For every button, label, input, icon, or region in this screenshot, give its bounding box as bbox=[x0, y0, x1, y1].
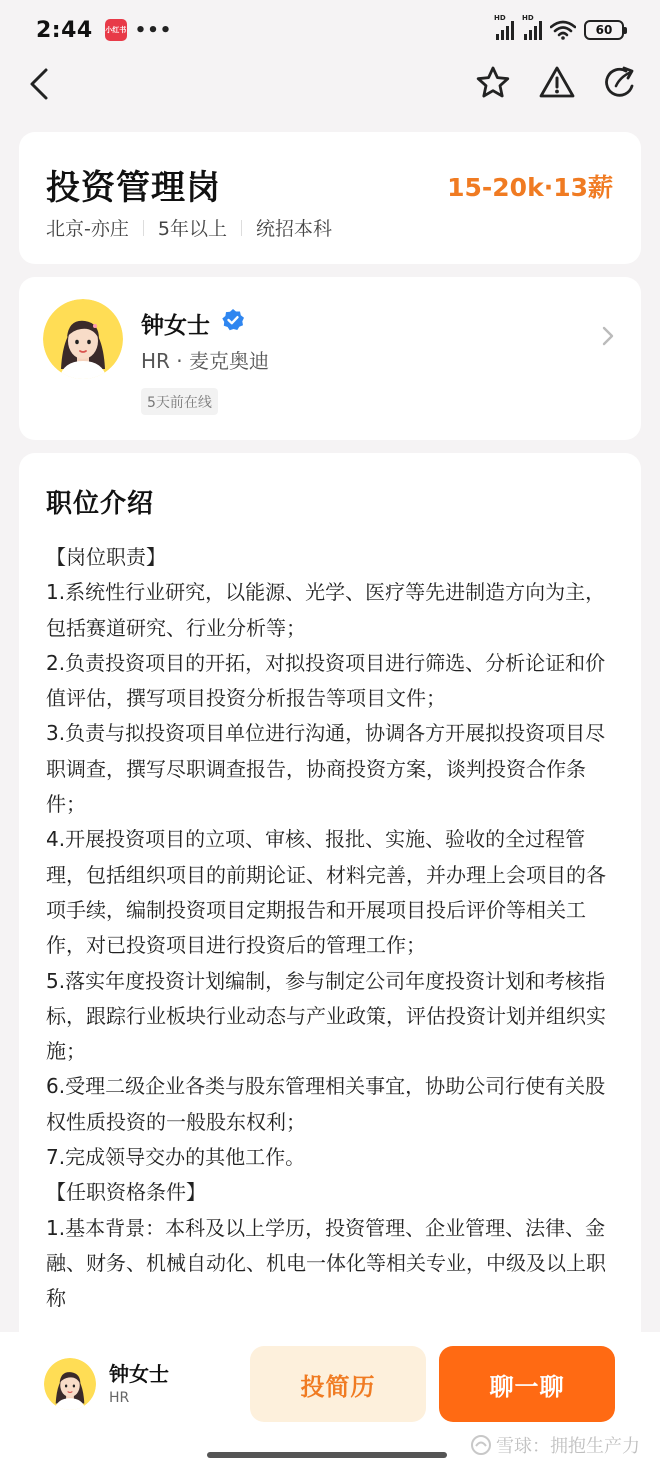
job-description-text bbox=[46, 540, 616, 1317]
nav-bar bbox=[0, 60, 660, 108]
more-notifications-icon: ••• bbox=[134, 19, 173, 41]
hr-card[interactable] bbox=[19, 277, 641, 440]
submit-resume-button[interactable]: 投简历 bbox=[250, 1346, 426, 1422]
hr-name: 钟女士 bbox=[141, 313, 210, 339]
job-summary-card bbox=[19, 132, 641, 264]
warning-icon[interactable] bbox=[538, 64, 576, 102]
bottom-action-bar bbox=[0, 1332, 660, 1467]
avatar-illustration bbox=[43, 299, 123, 379]
job-tags bbox=[46, 214, 332, 241]
app-notification-icon: 小红书 bbox=[105, 19, 127, 41]
signal-icon-2 bbox=[522, 14, 542, 40]
description-line: 2.负责投资项目的开拓，对拟投资项目进行筛选、分析论证和价值评估，撰写项目投资分析报告等项目文件； bbox=[46, 650, 606, 711]
description-line: 6.受理二级企业各类与股东管理相关事宜，协助公司行使有关股权性质投资的一般股东权利； bbox=[46, 1074, 606, 1134]
job-experience: 5年以上 bbox=[157, 218, 227, 240]
description-line: 1.系统性行业研究，以能源、光学、医疗等先进制造方向为主，包括赛道研究、行业分析等； bbox=[46, 580, 606, 640]
description-line: 4.开展投资项目的立项、审核、报批、实施、验收的全过程管理，包括组织项目的前期论证、材料完善，并办理上会项目的各项手续，编制投资项目定期报告和开展项目投后评价等相关工作，对已投资项目进行投资后的管理工作； bbox=[46, 827, 606, 958]
status-time: 2:44 bbox=[36, 17, 93, 43]
description-line: 7.完成领导交办的其他工作。 bbox=[46, 1145, 306, 1170]
chevron-right-icon bbox=[601, 325, 615, 347]
section-title: 职位介绍 bbox=[46, 489, 155, 519]
chat-button[interactable]: 聊一聊 bbox=[439, 1346, 615, 1422]
verified-badge-icon bbox=[221, 308, 245, 332]
snowball-logo-icon bbox=[470, 1434, 492, 1456]
description-line: 【任职资格条件】 bbox=[46, 1180, 206, 1205]
status-bar bbox=[0, 0, 660, 60]
online-status-badge: 5天前在线 bbox=[141, 388, 218, 415]
description-line: 1.基本背景：本科及以上学历，投资管理、企业管理、法律、金融、财务、机械自动化、机电一体化等相关专业，中级及以上职称 bbox=[46, 1215, 606, 1311]
tag-divider bbox=[143, 220, 144, 236]
wifi-icon bbox=[550, 20, 576, 40]
description-line: 【岗位职责】 bbox=[46, 545, 166, 569]
signal-icon bbox=[494, 14, 514, 40]
star-icon[interactable] bbox=[474, 64, 512, 102]
back-icon[interactable] bbox=[24, 64, 58, 104]
avatar[interactable] bbox=[44, 1358, 96, 1410]
hr-role: HR bbox=[109, 1390, 130, 1406]
description-line: 3.负责与拟投资项目单位进行沟通，协调各方开展拟投资项目尽职调查，撰写尽职调查报告，协商投资方案，谈判投资合作条件； bbox=[46, 721, 606, 817]
job-title: 投资管理岗 bbox=[46, 168, 221, 208]
hr-name: 钟女士 bbox=[109, 1362, 169, 1386]
job-location: 北京-亦庄 bbox=[46, 218, 129, 240]
avatar bbox=[43, 299, 123, 379]
watermark-text: 雪球：拥抱生产力 bbox=[496, 1436, 640, 1457]
hr-role-company: HR · 麦克奥迪 bbox=[141, 349, 270, 373]
watermark bbox=[470, 1432, 640, 1458]
avatar-illustration bbox=[44, 1358, 96, 1410]
job-salary: 15-20k·13薪 bbox=[447, 173, 613, 202]
battery-level: 60 bbox=[595, 23, 613, 37]
tag-divider bbox=[241, 220, 242, 236]
description-line: 5.落实年度投资计划编制，参与制定公司年度投资计划和考核指标，跟踪行业板块行业动态与产业政策，评估投资计划并组织实施； bbox=[46, 968, 606, 1064]
job-education: 统招本科 bbox=[255, 218, 332, 240]
hd-label: HD bbox=[494, 14, 506, 22]
share-icon[interactable] bbox=[602, 64, 640, 102]
hd-label-2: HD bbox=[522, 14, 534, 22]
home-indicator[interactable] bbox=[207, 1452, 447, 1458]
job-description-card bbox=[19, 453, 641, 1453]
battery-icon bbox=[584, 20, 624, 40]
